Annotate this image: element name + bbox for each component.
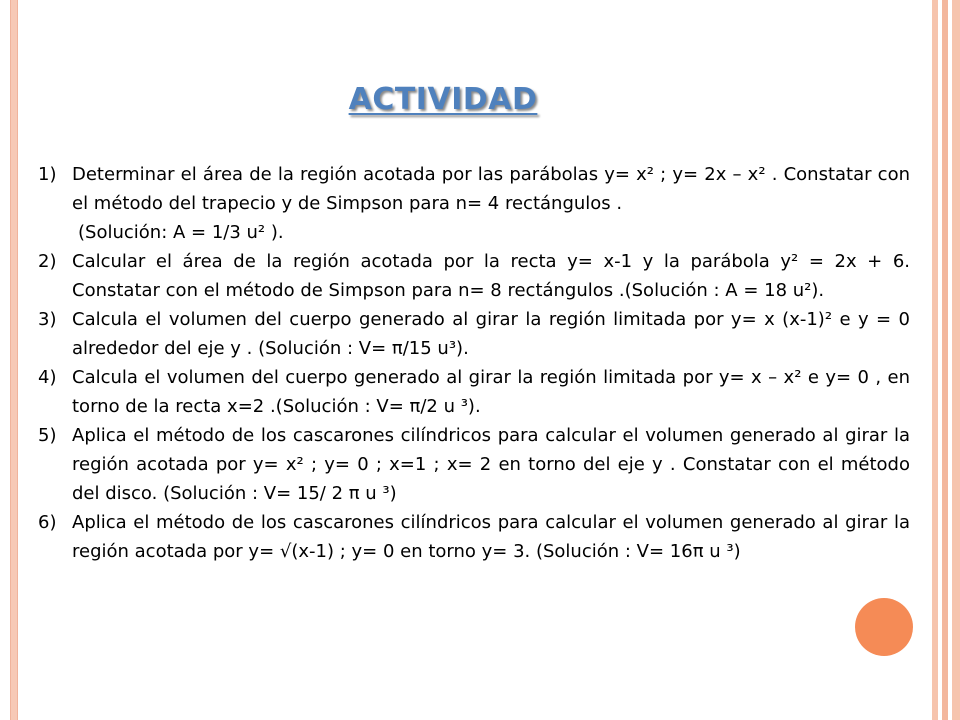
item-number: 1) — [38, 164, 57, 185]
item-number: 5) — [38, 425, 57, 446]
list-item-1 — [38, 160, 910, 218]
item-number: 6) — [38, 512, 57, 533]
list-item-6 — [38, 508, 910, 566]
list-item-4 — [38, 363, 910, 421]
slide-title: ACTIVIDAD — [348, 82, 538, 117]
item-text: Calcula el volumen del cuerpo generado al girar la región limitada por y= x – x² e y= 0 , en torno de la recta x=2 .(Solución : V= π/2 u ³). — [72, 367, 910, 417]
item-number: 4) — [38, 367, 57, 388]
solution-line-1: (Solución: A = 1/3 u² ). — [78, 222, 284, 243]
list-item-2 — [38, 247, 910, 305]
item-text: Calcular el área de la región acotada por la recta y= x-1 y la parábola y² = 2x + 6. Constatar con el método de Simpson para n= 8 rectángulos .(Solución : A = 18 u²). — [72, 251, 910, 301]
list-item-3 — [38, 305, 910, 363]
decorative-orange-circle — [855, 598, 913, 656]
right-border-stripes — [926, 0, 960, 720]
item-text: Determinar el área de la región acotada por las parábolas y= x² ; y= 2x – x² . Constatar con el método del trapecio y de Simpson para n= 4 rectángulos . — [72, 164, 910, 214]
item-text: Aplica el método de los cascarones cilíndricos para calcular el volumen generado al girar la región acotada por y= x² ; y= 0 ; x=1 ; x= 2 en torno del eje y . Constatar con el método del disco. (Solución : V= 15/ 2 π u ³) — [72, 425, 910, 504]
item-number: 3) — [38, 309, 57, 330]
item-text: Aplica el método de los cascarones cilíndricos para calcular el volumen generado al girar la región acotada por y= √(x-1) ; y= 0 en torno y= 3. (Solución : V= 16π u ³) — [72, 512, 910, 562]
activity-list — [38, 160, 910, 566]
item-text: Calcula el volumen del cuerpo generado al girar la región limitada por y= x (x-1)² e y = 0 alrededor del eje y . (Solución : V= π/15 u³). — [72, 309, 910, 359]
item-number: 2) — [38, 251, 57, 272]
list-item-5 — [38, 421, 910, 508]
